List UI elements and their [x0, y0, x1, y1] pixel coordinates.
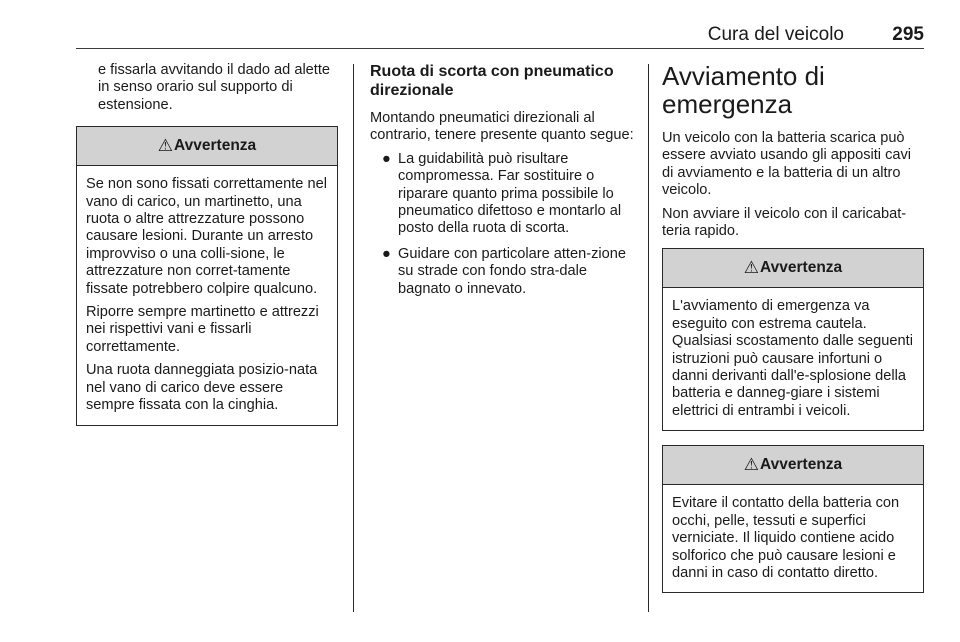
- body-paragraph: Non avviare il veicolo con il caricabat-teria rapido.: [662, 205, 907, 240]
- list-item: [370, 246, 634, 298]
- column-divider: [353, 64, 354, 612]
- warning-paragraph: Una ruota danneggiata posizio-nata nel vano di carico deve essere sempre fissata con la cinghia.: [86, 362, 318, 414]
- page-number: 295: [892, 24, 924, 45]
- warning-body: [663, 485, 923, 592]
- warning-title: Avvertenza: [174, 137, 257, 155]
- warning-paragraph: Se non sono fissati correttamente nel vano di carico, un martinetto, una ruota o altre attrezzature possono causare lesioni. Durante un arresto improvviso o una colli-sione, le attrezzature non corret-tamente fissate potrebbero colpire qualcuno.: [86, 176, 327, 297]
- intro-paragraph: Montando pneumatici direzionali al contrario, tenere presente quanto segue:: [370, 110, 634, 144]
- warning-box: [662, 248, 924, 431]
- warning-body: [663, 288, 923, 430]
- page-header: [76, 22, 924, 49]
- warning-header: [77, 127, 337, 166]
- bullet-icon: ●: [382, 150, 391, 167]
- column-divider: [648, 64, 649, 612]
- column-right: [662, 62, 924, 607]
- section-heading: Ruota di scorta con pneumatico direzionale: [370, 63, 614, 99]
- body-paragraph: Un veicolo con la batteria scarica può essere avviato usando gli appositi cavi di avviamento e la batteria di un altro veicolo.: [662, 130, 912, 199]
- warning-paragraph: Riporre sempre martinetto e attrezzi nei rispettivi vani e fissarli correttamente.: [86, 304, 319, 355]
- intro-paragraph: e fissarla avvitando il dado ad alette in senso orario sul supporto di estensione.: [98, 62, 331, 113]
- warning-triangle-icon: ⚠: [743, 455, 760, 475]
- warning-triangle-icon: ⚠: [743, 258, 760, 278]
- section-title: Cura del veicolo: [707, 24, 844, 45]
- warning-header: [663, 249, 923, 288]
- warning-header: [663, 446, 923, 485]
- bullet-icon: ●: [382, 245, 391, 262]
- list-item: [370, 151, 634, 238]
- warning-paragraph: L'avviamento di emergenza va eseguito con estrema cautela. Qualsiasi scostamento dalle seguenti istruzioni può causare infortuni o danni derivanti dall'e-splosione della batteria e danneg-giare i sistemi elettrici di entrambi i veicoli.: [672, 298, 913, 419]
- warning-triangle-icon: ⚠: [157, 136, 174, 156]
- bullet-list: [370, 151, 634, 298]
- section-heading: Avviamento di emergenza: [662, 61, 825, 119]
- warning-box: [662, 445, 924, 593]
- list-item-text: Guidare con particolare atten-zione su strade con fondo stra-dale bagnato o innevato.: [398, 245, 626, 297]
- warning-title: Avvertenza: [760, 259, 843, 277]
- warning-body: [77, 166, 337, 424]
- warning-box: [76, 126, 338, 425]
- column-middle: [370, 62, 634, 306]
- column-left: [76, 62, 338, 440]
- warning-paragraph: Evitare il contatto della batteria con occhi, pelle, tessuti e superfici verniciate. Il liquido contiene acido solforico che può causare lesioni e danni in caso di contatto diretto.: [672, 495, 900, 581]
- warning-title: Avvertenza: [760, 456, 843, 474]
- list-item-text: La guidabilità può risultare compromessa. Far sostituire o riparare quanto prima possibile lo pneumatico difettoso e montarlo al posto della ruota di scorta.: [398, 150, 622, 237]
